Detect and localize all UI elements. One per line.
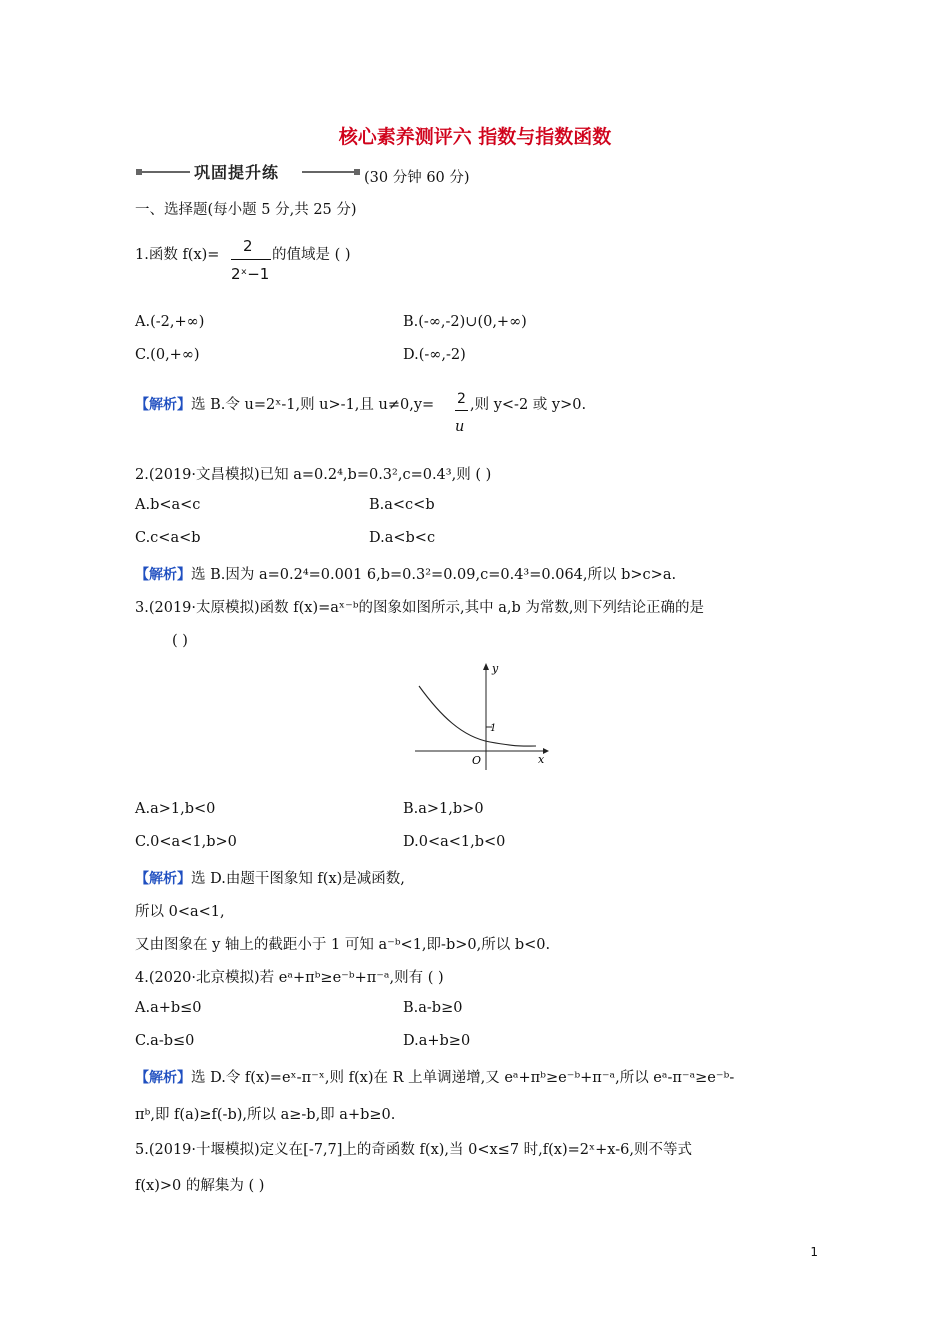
y-label: y	[492, 662, 499, 675]
q3-answer-3: 又由图象在 y 轴上的截距小于 1 可知 a⁻ᵇ<1,即-b>0,所以 b<0.	[135, 937, 551, 953]
page-title: 核心素养测评六 指数与指数函数	[338, 126, 612, 148]
q1-answer-text-a: 选 B.令 u=2ˣ-1,则 u>-1,且 u≠0,y=	[191, 397, 435, 413]
q2-stem: 2.(2019·文昌模拟)已知 a=0.2⁴,b=0.3²,c=0.4³,则 ( )	[135, 467, 492, 483]
section-time: (30 分钟 60 分)	[364, 170, 470, 186]
q2-option-c: C.c<a<b	[135, 530, 201, 546]
q2-answer-text: 选 B.因为 a=0.2⁴=0.001 6,b=0.3²=0.09,c=0.4³=0.064,所以 b>c>a.	[191, 567, 677, 583]
q3-option-d: D.0<a<1,b<0	[403, 834, 506, 850]
q1-answer	[135, 393, 434, 414]
y-axis-arrow	[483, 663, 489, 670]
q2-answer	[135, 563, 676, 584]
answer-tag: 【解析】	[135, 1070, 191, 1086]
q4-option-d: D.a+b≥0	[403, 1033, 471, 1049]
section-right-rule	[302, 171, 354, 173]
part-heading: 一、选择题(每小题 5 分,共 25 分)	[135, 202, 357, 218]
q3-stem: 3.(2019·太原模拟)函数 f(x)=aˣ⁻ᵇ的图象如图所示,其中 a,b 为常数,则下列结论正确的是	[135, 600, 704, 616]
section-label: 巩固提升练	[194, 163, 280, 182]
q5-stem-2: f(x)>0 的解集为 ( )	[135, 1178, 265, 1194]
answer-tag: 【解析】	[135, 871, 191, 887]
q1-stem-b: 的值域是 ( )	[272, 247, 351, 263]
tick-label: 1	[490, 723, 497, 734]
q3-answer-2: 所以 0<a<1,	[135, 904, 225, 920]
q4-stem: 4.(2020·北京模拟)若 eᵃ+πᵇ≥e⁻ᵇ+π⁻ᵃ,则有 ( )	[135, 970, 444, 986]
section-right-dot	[354, 169, 360, 175]
section-left-rule	[142, 171, 190, 173]
q3-answer-text-1: 选 D.由题干图象知 f(x)是减函数,	[191, 871, 405, 887]
q3-option-a: A.a>1,b<0	[135, 801, 216, 817]
q1-frac-denominator: 2ˣ−1	[231, 265, 270, 283]
q4-option-c: C.a-b≤0	[135, 1033, 195, 1049]
x-label: x	[538, 753, 545, 766]
q1-option-c: C.(0,+∞)	[135, 347, 200, 363]
q4-option-a: A.a+b≤0	[135, 1000, 202, 1016]
q1-stem-a: 1.函数 f(x)=	[135, 247, 220, 263]
answer-tag: 【解析】	[135, 397, 191, 413]
q2-option-a: A.b<a<c	[135, 497, 201, 513]
q4-answer-text-1: 选 D.令 f(x)=eˣ-π⁻ˣ,则 f(x)在 R 上单调递增,又 eᵃ+πᵇ≥e⁻ᵇ+π⁻ᵃ,所以 eᵃ-π⁻ᵃ≥e⁻ᵇ-	[191, 1070, 735, 1086]
q1-answer-frac-numerator: 2	[457, 391, 466, 407]
page-number: 1	[810, 1245, 818, 1259]
origin-label: O	[472, 754, 482, 767]
curve	[419, 686, 536, 746]
q4-answer-1	[135, 1066, 734, 1087]
q1-answer-frac-bar	[455, 410, 468, 411]
q3-graph	[410, 660, 550, 772]
answer-tag: 【解析】	[135, 567, 191, 583]
q2-option-d: D.a<b<c	[369, 530, 436, 546]
q1-option-b: B.(-∞,-2)∪(0,+∞)	[403, 314, 527, 330]
q3-answer-paren: ( )	[172, 633, 188, 649]
q4-option-b: B.a-b≥0	[403, 1000, 463, 1016]
q1-answer-frac-denominator: u	[455, 419, 465, 435]
q1-answer-text-b: ,则 y<-2 或 y>0.	[470, 397, 587, 413]
q1-option-a: A.(-2,+∞)	[135, 314, 205, 330]
q1-frac-bar	[231, 259, 271, 260]
q3-option-c: C.0<a<1,b>0	[135, 834, 237, 850]
q1-option-d: D.(-∞,-2)	[403, 347, 466, 363]
q5-stem-1: 5.(2019·十堰模拟)定义在[-7,7]上的奇函数 f(x),当 0<x≤7 时,f(x)=2ˣ+x-6,则不等式	[135, 1142, 692, 1158]
q2-option-b: B.a<c<b	[369, 497, 435, 513]
q1-frac-numerator: 2	[243, 237, 253, 255]
q4-answer-2: πᵇ,即 f(a)≥f(-b),所以 a≥-b,即 a+b≥0.	[135, 1107, 396, 1123]
q3-answer-1	[135, 867, 405, 888]
q3-option-b: B.a>1,b>0	[403, 801, 484, 817]
